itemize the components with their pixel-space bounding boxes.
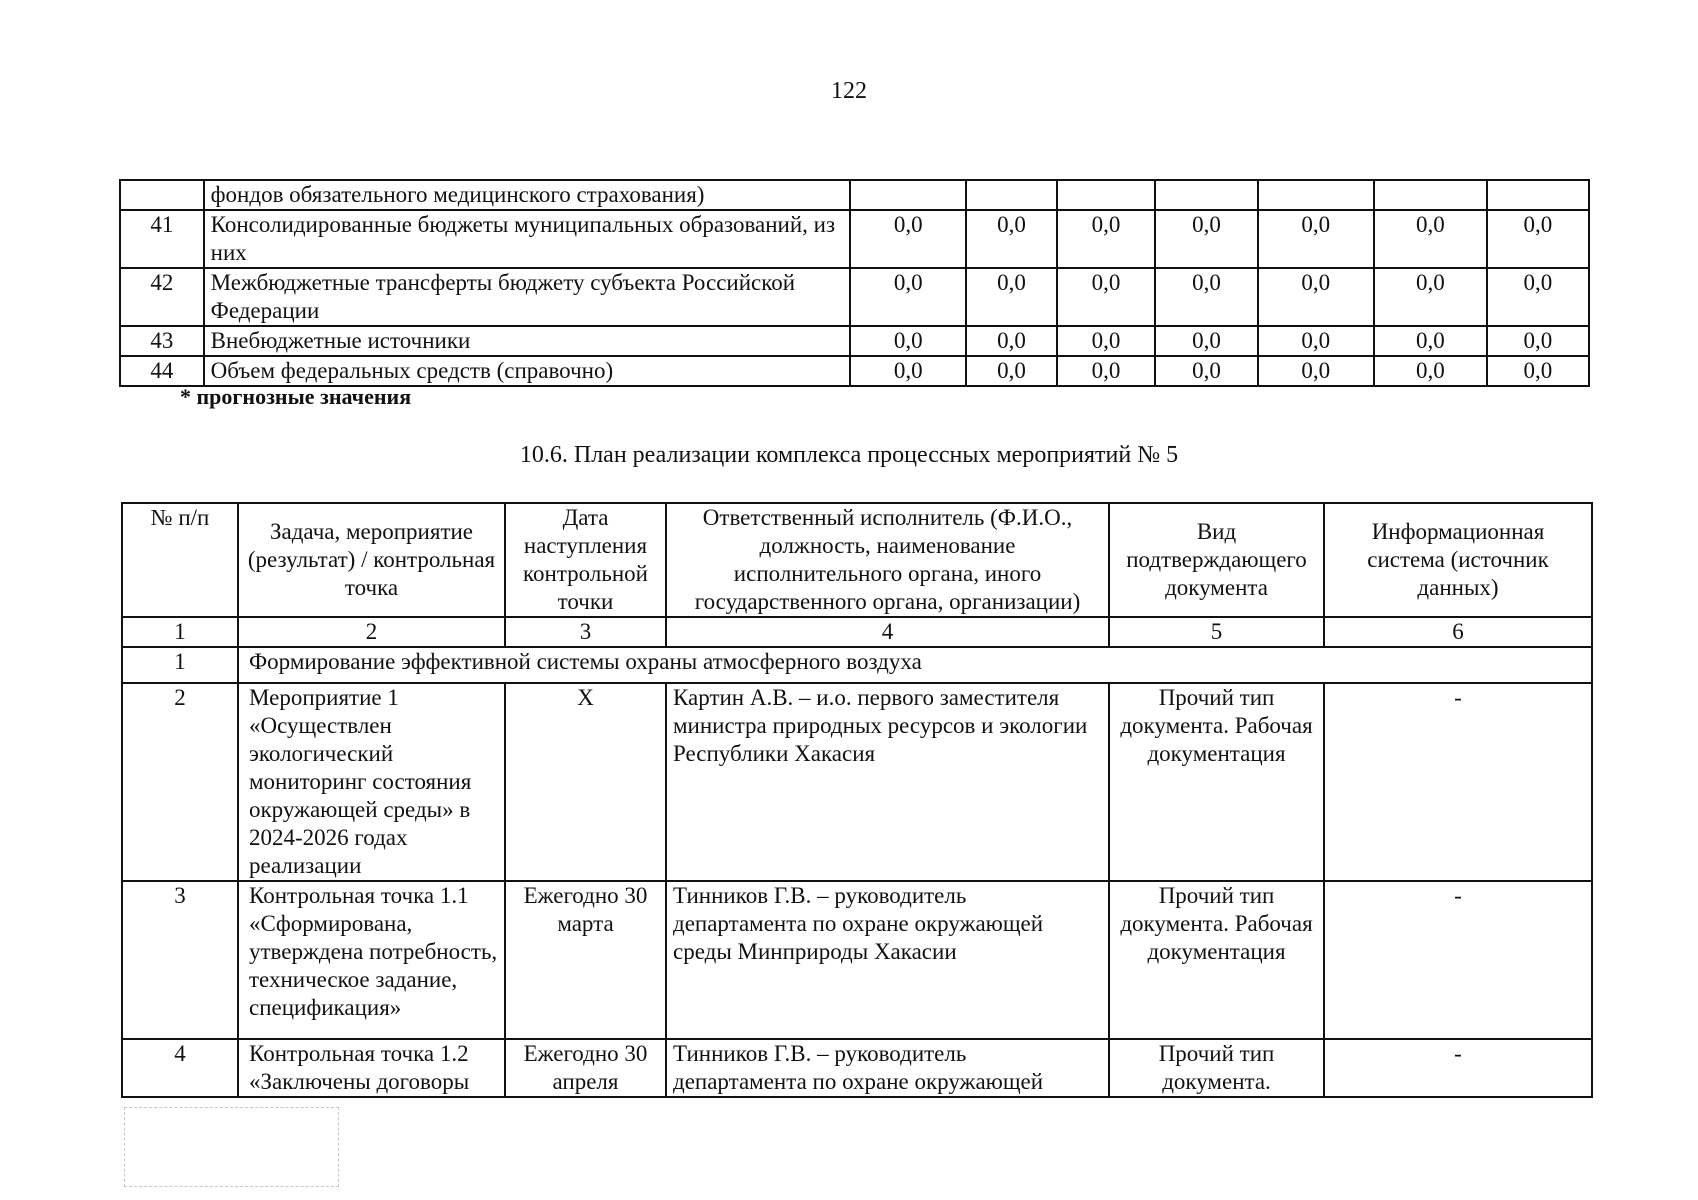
plan-row-num: 2	[122, 683, 238, 881]
row-value: 0,0	[1155, 210, 1257, 268]
row-label: Объем федеральных средств (справочно)	[204, 356, 850, 386]
footnote: * прогнозные значения	[180, 384, 412, 409]
row-value	[1258, 180, 1374, 210]
row-value: 0,0	[966, 268, 1056, 326]
row-value: 0,0	[850, 326, 966, 356]
row-value: 0,0	[850, 268, 966, 326]
header-responsible: Ответственный исполнитель (Ф.И.О., должность, наименование исполнительного органа, иного государственного органа, организации)	[666, 503, 1109, 617]
row-label: Внебюджетные источники	[204, 326, 850, 356]
column-number: 4	[666, 617, 1109, 647]
plan-row-system: -	[1324, 1039, 1592, 1097]
row-value: 0,0	[1258, 210, 1374, 268]
row-value: 0,0	[1374, 356, 1487, 386]
row-label: фондов обязательного медицинского страхования)	[204, 180, 850, 210]
stamp-watermark	[124, 1107, 339, 1187]
plan-row-responsible: Тинников Г.В. – руководитель департамента по охране окружающей	[666, 1039, 1109, 1097]
row-value: 0,0	[1374, 326, 1487, 356]
plan-row-task: Контрольная точка 1.2 «Заключены договоры	[238, 1039, 505, 1097]
row-value: 0,0	[1057, 356, 1156, 386]
section-text: Формирование эффективной системы охраны атмосферного воздуха	[238, 647, 1592, 683]
plan-row-num: 4	[122, 1039, 238, 1097]
row-value	[966, 180, 1056, 210]
plan-row-date: Ежегодно 30 марта	[505, 881, 666, 1039]
column-number: 2	[238, 617, 505, 647]
plan-row-task: Мероприятие 1 «Осуществлен экологический мониторинг состояния окружающей среды» в 2024-2026 годах реализации	[238, 683, 505, 881]
row-value: 0,0	[1155, 356, 1257, 386]
row-value: 0,0	[1487, 268, 1589, 326]
row-value	[1374, 180, 1487, 210]
column-numbers-row	[122, 617, 1592, 647]
finance-row	[120, 326, 1589, 356]
row-value: 0,0	[966, 326, 1056, 356]
row-value: 0,0	[1374, 268, 1487, 326]
row-value: 0,0	[1155, 268, 1257, 326]
row-value	[1057, 180, 1156, 210]
header-document: Вид подтверждающего документа	[1109, 503, 1324, 617]
row-value: 0,0	[850, 210, 966, 268]
plan-row-task: Контрольная точка 1.1 «Сформирована, утверждена потребность, техническое задание, спецификация»	[238, 881, 505, 1039]
column-number: 6	[1324, 617, 1592, 647]
plan-row	[122, 881, 1592, 1039]
row-number: 44	[120, 356, 204, 386]
row-value: 0,0	[1155, 326, 1257, 356]
finance-row	[120, 356, 1589, 386]
row-value	[1155, 180, 1257, 210]
finance-row	[120, 210, 1589, 268]
finance-table	[119, 179, 1590, 387]
row-label: Консолидированные бюджеты муниципальных образований, из них	[204, 210, 850, 268]
plan-row-date: X	[505, 683, 666, 881]
plan-row-date: Ежегодно 30 апреля	[505, 1039, 666, 1097]
row-value: 0,0	[1487, 326, 1589, 356]
plan-row-responsible: Картин А.В. – и.о. первого заместителя министра природных ресурсов и экологии Республики Хакасия	[666, 683, 1109, 881]
plan-table	[121, 502, 1593, 1098]
section-title: 10.6. План реализации комплекса процессных мероприятий № 5	[519, 442, 1179, 468]
row-number: 41	[120, 210, 204, 268]
row-value: 0,0	[1258, 326, 1374, 356]
row-number	[120, 180, 204, 210]
row-value: 0,0	[850, 356, 966, 386]
header-task: Задача, мероприятие (результат) / контрольная точка	[238, 503, 505, 617]
row-value: 0,0	[966, 356, 1056, 386]
section-row	[122, 647, 1592, 683]
plan-row-system: -	[1324, 683, 1592, 881]
section-num: 1	[122, 647, 238, 683]
finance-row	[120, 268, 1589, 326]
plan-row	[122, 1039, 1592, 1097]
plan-row-document: Прочий тип документа. Рабочая документация	[1109, 683, 1324, 881]
row-value: 0,0	[1374, 210, 1487, 268]
row-value: 0,0	[1258, 356, 1374, 386]
row-value: 0,0	[1487, 210, 1589, 268]
plan-row-responsible: Тинников Г.В. – руководитель департамента по охране окружающей среды Минприроды Хакасии	[666, 881, 1109, 1039]
column-number: 5	[1109, 617, 1324, 647]
row-value: 0,0	[1057, 326, 1156, 356]
row-value	[1487, 180, 1589, 210]
row-number: 42	[120, 268, 204, 326]
header-system: Информационная система (источник данных)	[1324, 503, 1592, 617]
plan-row	[122, 683, 1592, 881]
plan-row-document: Прочий тип документа. Рабочая документация	[1109, 881, 1324, 1039]
row-value: 0,0	[1057, 268, 1156, 326]
header-num: № п/п	[122, 503, 238, 617]
row-value: 0,0	[966, 210, 1056, 268]
plan-row-num: 3	[122, 881, 238, 1039]
row-value	[850, 180, 966, 210]
row-value: 0,0	[1487, 356, 1589, 386]
row-value: 0,0	[1258, 268, 1374, 326]
row-value: 0,0	[1057, 210, 1156, 268]
column-number: 3	[505, 617, 666, 647]
finance-row	[120, 180, 1589, 210]
row-number: 43	[120, 326, 204, 356]
plan-row-document: Прочий тип документа.	[1109, 1039, 1324, 1097]
page-number: 122	[831, 78, 867, 104]
row-label: Межбюджетные трансферты бюджету субъекта Российской Федерации	[204, 268, 850, 326]
plan-row-system: -	[1324, 881, 1592, 1039]
column-number: 1	[122, 617, 238, 647]
plan-header-row	[122, 503, 1592, 617]
header-date: Дата наступления контрольной точки	[505, 503, 666, 617]
